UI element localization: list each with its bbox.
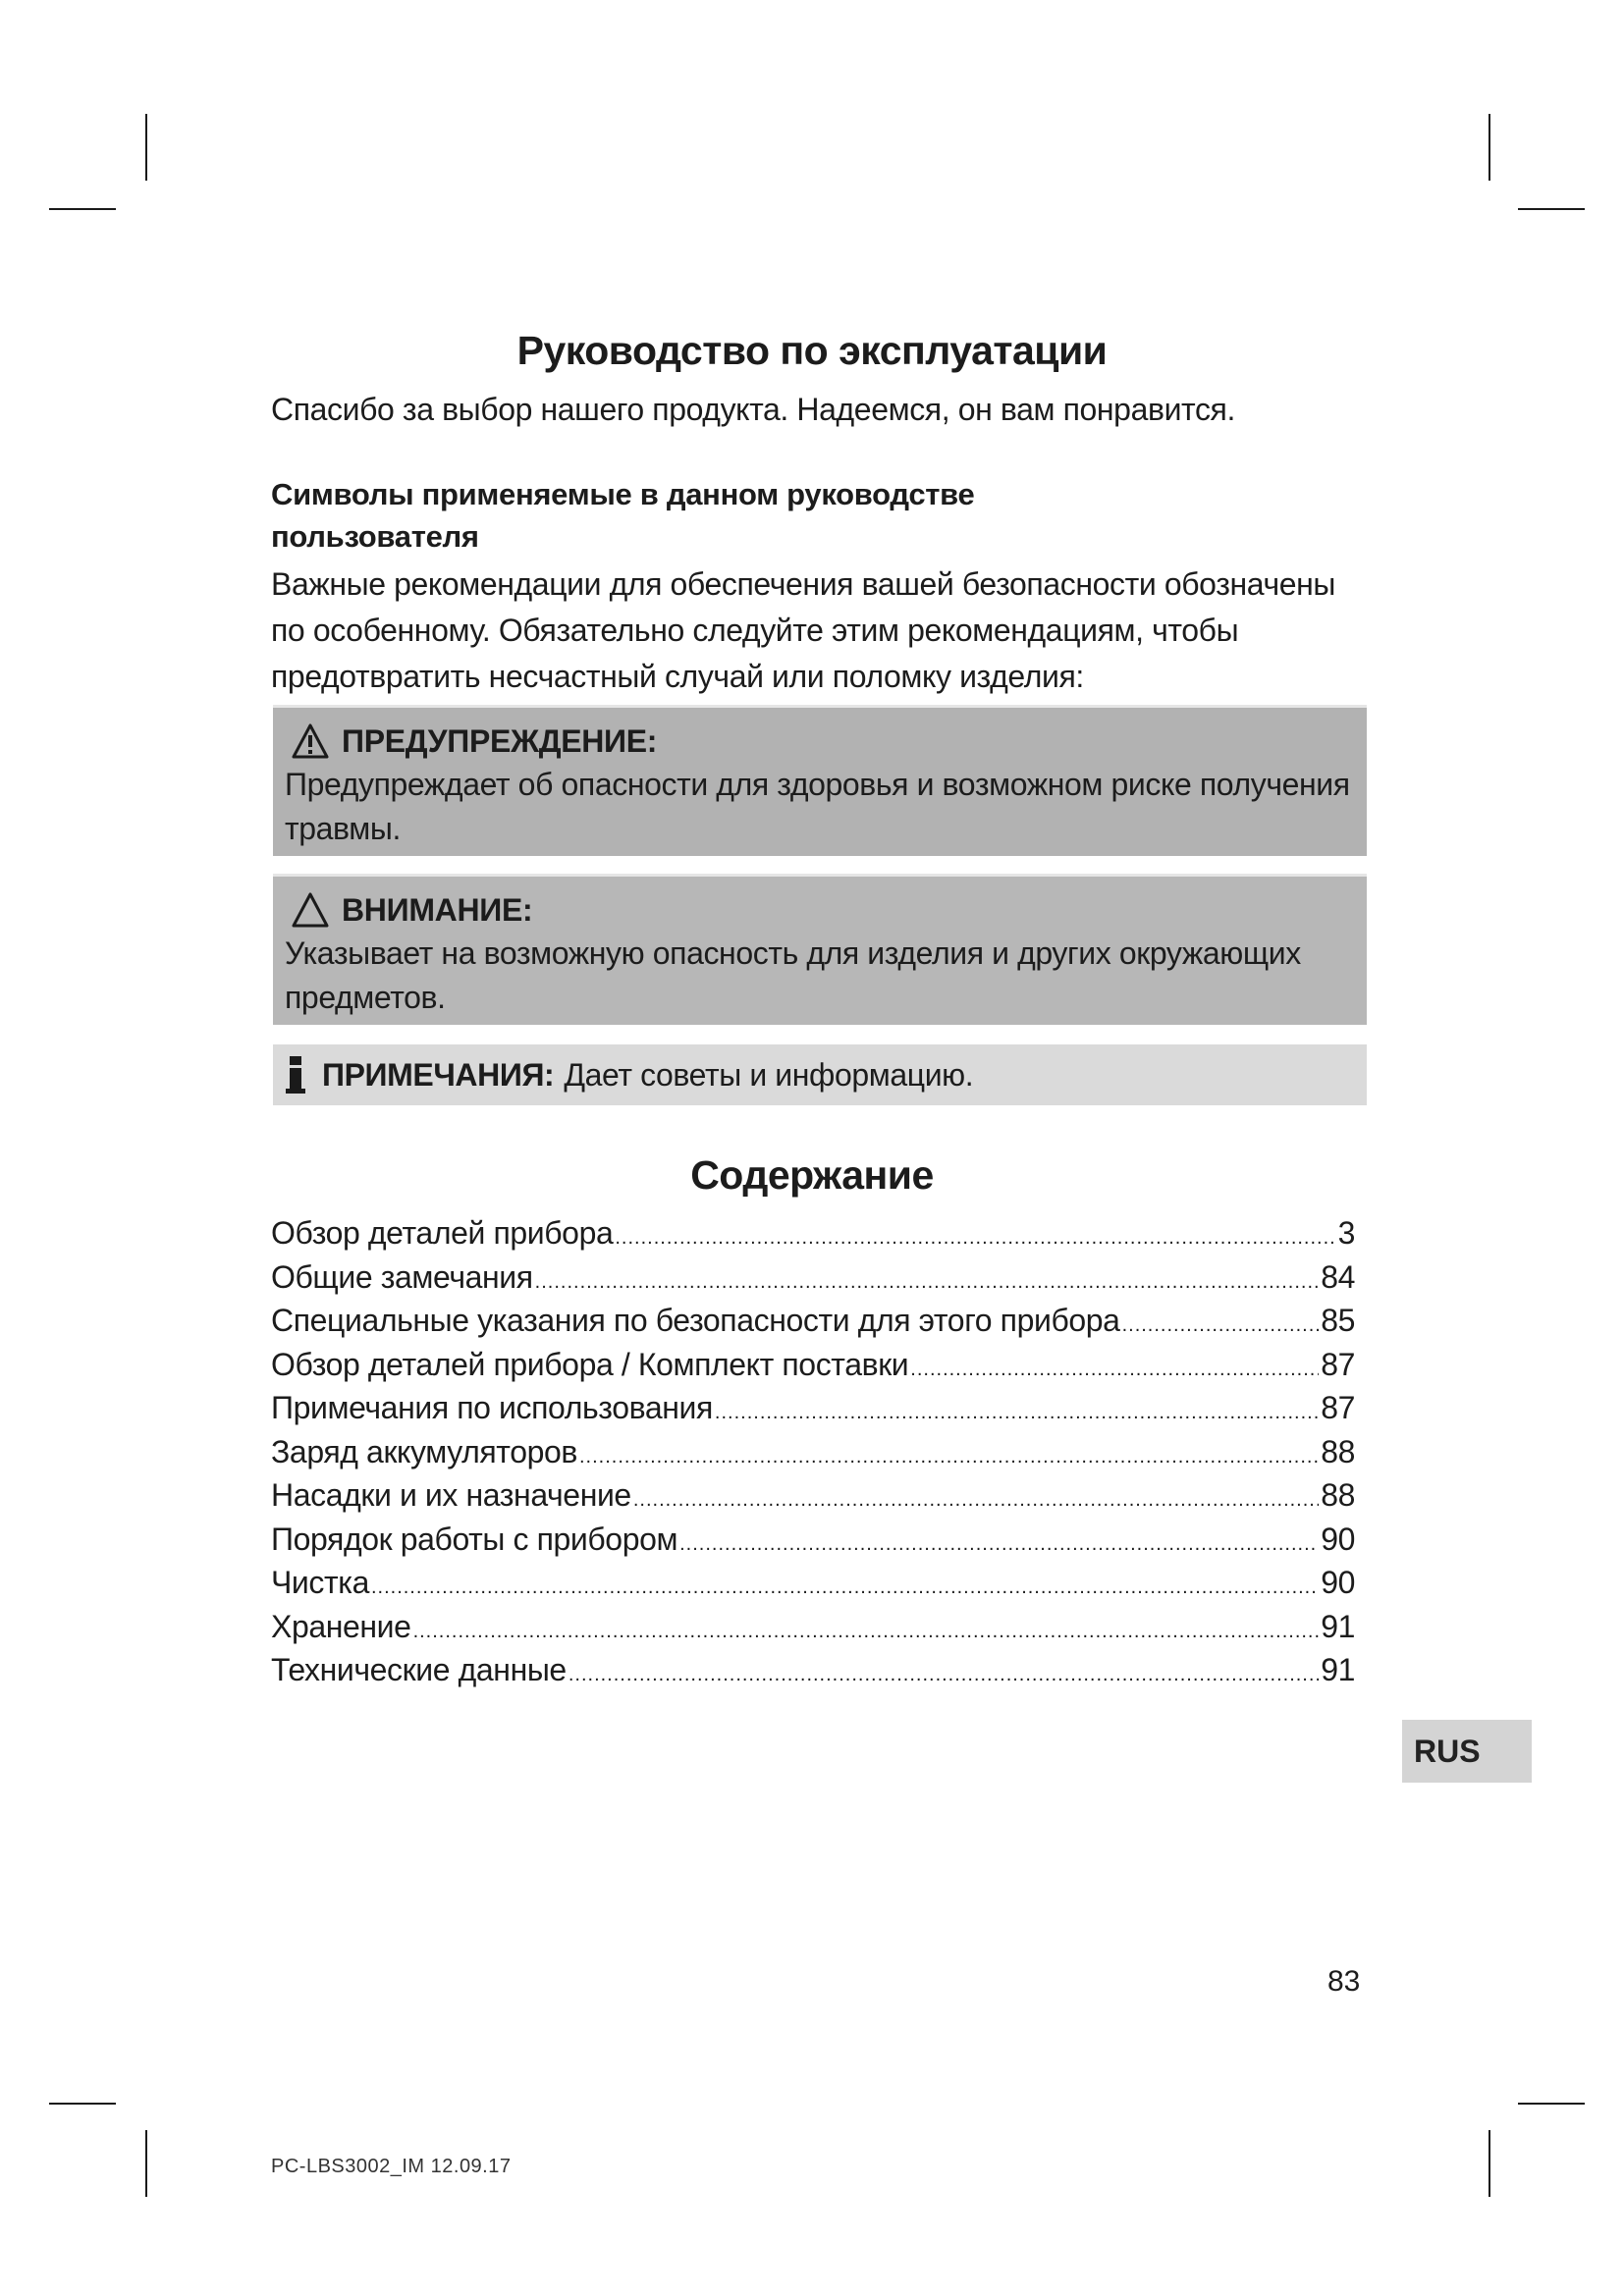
toc-leader-dots — [371, 1576, 1319, 1599]
crop-mark — [145, 2130, 147, 2197]
toc-leader-dots — [568, 1664, 1319, 1686]
toc-entry — [271, 1215, 1355, 1259]
toc-entry-page: 3 — [1337, 1215, 1355, 1251]
caution-triangle-icon — [291, 891, 330, 929]
toc-entry-label: Хранение — [271, 1608, 411, 1644]
caution-box — [273, 874, 1367, 1025]
toc-entry-page: 87 — [1321, 1346, 1355, 1382]
toc-leader-dots — [413, 1621, 1320, 1643]
info-icon — [285, 1054, 306, 1095]
toc-entry-label: Специальные указания по безопасности для этого прибора — [271, 1303, 1120, 1338]
crop-mark — [49, 2103, 116, 2105]
footer-code: PC-LBS3002_IM 12.09.17 — [271, 2156, 512, 2177]
page-title: Руководство по эксплуатации — [516, 328, 1108, 373]
toc-entry — [271, 1565, 1355, 1609]
note-line — [285, 1054, 973, 1095]
crop-mark — [145, 114, 147, 181]
symbols-heading: Символы применяемые в данном руководстве пользователя — [271, 477, 975, 554]
toc-entry-label: Обзор деталей прибора — [271, 1215, 614, 1251]
toc-entry-page: 88 — [1321, 1477, 1355, 1513]
toc-leader-dots — [579, 1446, 1319, 1468]
symbols-text: Важные рекомендации для обеспечения вашей безопасности обозначены по особенному. Обязательно следуйте этим рекомендациям, чтобы предотвратить несчастный случай или поломку изделия: — [271, 566, 1335, 694]
toc-entry — [271, 1477, 1355, 1522]
toc-leader-dots — [910, 1359, 1319, 1381]
toc-entry-page: 87 — [1321, 1390, 1355, 1425]
toc-entry-label: Общие замечания — [271, 1258, 533, 1295]
toc-entry-label: Обзор деталей прибора / Комплект поставки — [271, 1346, 909, 1382]
crop-mark — [1518, 208, 1585, 210]
table-of-contents — [271, 1215, 1355, 1696]
toc-entry — [271, 1652, 1355, 1696]
toc-entry-label: Насадки и их назначение — [271, 1477, 631, 1513]
toc-entry-label: Технические данные — [271, 1652, 567, 1687]
caution-text: Указывает на возможную опасность для изделия и других окружающих предметов. — [285, 935, 1301, 1015]
toc-leader-dots — [679, 1533, 1319, 1556]
toc-title: Содержание — [690, 1152, 934, 1198]
toc-entry-page: 91 — [1321, 1608, 1355, 1644]
note-title: ПРИМЕЧАНИЯ: — [322, 1056, 555, 1093]
toc-entry — [271, 1259, 1355, 1304]
toc-entry-label: Заряд аккумуляторов — [271, 1433, 577, 1469]
toc-leader-dots — [615, 1227, 1335, 1250]
toc-entry-page: 88 — [1321, 1433, 1355, 1469]
toc-entry-label: Примечания по использования — [271, 1390, 713, 1425]
caution-header — [291, 890, 532, 930]
warning-box — [273, 705, 1367, 856]
note-box — [273, 1044, 1367, 1105]
crop-mark — [1489, 2130, 1490, 2197]
toc-leader-dots — [633, 1489, 1319, 1512]
toc-entry-page: 85 — [1321, 1303, 1355, 1338]
toc-entry — [271, 1303, 1355, 1347]
toc-entry — [271, 1347, 1355, 1391]
crop-mark — [1518, 2103, 1585, 2105]
warning-title: ПРЕДУПРЕЖДЕНИЕ: — [342, 722, 658, 759]
toc-entry-page: 90 — [1321, 1521, 1355, 1557]
toc-entry-label: Чистка — [271, 1565, 369, 1600]
toc-entry — [271, 1609, 1355, 1653]
toc-entry — [271, 1390, 1355, 1434]
toc-entry — [271, 1522, 1355, 1566]
caution-title: ВНИМАНИЕ: — [342, 891, 533, 928]
language-tag: RUS — [1402, 1720, 1532, 1783]
toc-entry-page: 84 — [1321, 1258, 1355, 1295]
toc-leader-dots — [715, 1402, 1319, 1424]
intro-text: Спасибо за выбор нашего продукта. Надеемся, он вам понравится. — [271, 392, 1235, 427]
toc-entry-label: Порядок работы с прибором — [271, 1521, 678, 1557]
warning-header — [291, 721, 657, 761]
toc-entry — [271, 1434, 1355, 1478]
toc-leader-dots — [1122, 1314, 1320, 1337]
crop-mark — [49, 208, 116, 210]
warning-triangle-exclamation-icon — [291, 722, 330, 760]
crop-mark — [1489, 114, 1490, 181]
toc-entry-page: 90 — [1321, 1565, 1355, 1600]
page-number: 83 — [1327, 1965, 1361, 1998]
note-text: Дает советы и информацию. — [564, 1056, 974, 1093]
warning-text: Предупреждает об опасности для здоровья и возможном риске получения травмы. — [285, 767, 1350, 846]
toc-leader-dots — [535, 1271, 1320, 1294]
toc-entry-page: 91 — [1321, 1652, 1355, 1687]
